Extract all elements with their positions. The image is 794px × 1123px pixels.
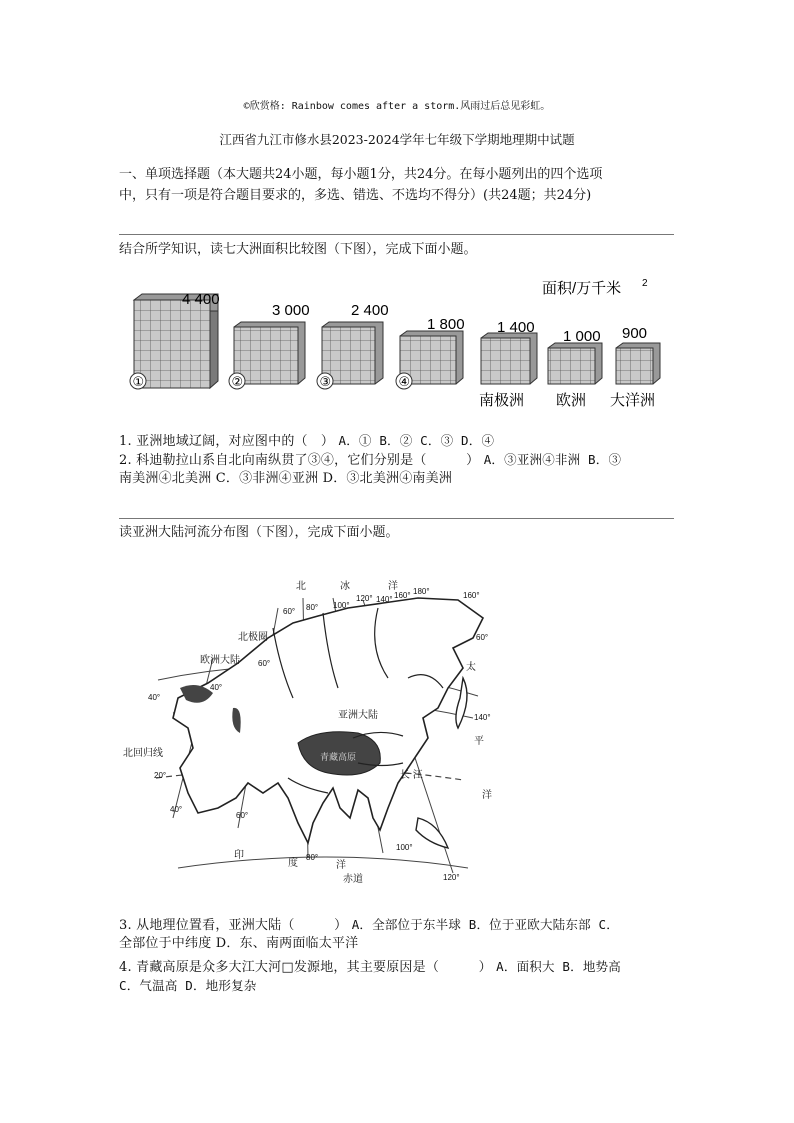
continent-block-1 — [130, 291, 220, 389]
question-4-stem: 4. 青藏高原是众多大江大河□发源地，其主要原因是（ ） — [119, 960, 492, 975]
map-label-europe: 欧洲大陆 — [200, 655, 240, 666]
section-heading-line2: 中，只有一项是符合题目要求的，多选、错选、不选均不得分）(共24题；共24分) — [119, 188, 592, 203]
area-unit-superscript: 2 — [642, 278, 648, 289]
deg-120a: 120° — [356, 594, 373, 603]
question-2-options-2: 南美洲④北美洲 C．③非洲④亚洲 D．③北美洲④南美洲 — [119, 471, 453, 486]
continent-block-oceania-value: 900 — [622, 325, 648, 342]
question-1-options: A．① B．② C．③ D．④ — [338, 433, 495, 448]
continent-block-4-marker: ④ — [398, 374, 411, 389]
question-1-stem: 1. 亚洲地域辽阔，对应图中的（ ） — [119, 434, 335, 449]
map-label-du: 度 — [288, 858, 298, 869]
continent-block-2 — [229, 302, 310, 389]
continent-block-europe — [548, 328, 602, 409]
map-label-bing: 冰 — [340, 581, 350, 592]
map-label-arctic-circle: 北极圈 — [238, 632, 268, 643]
deg-100a: 100° — [333, 601, 350, 610]
map-label-tropic: 北回归线 — [123, 748, 163, 759]
continent-block-2-marker: ② — [231, 374, 244, 389]
continent-block-antarctica-name: 南极洲 — [479, 392, 525, 409]
deg-160a: 160° — [394, 591, 411, 600]
continent-area-figure — [120, 270, 680, 420]
deg-40c: 40° — [170, 805, 183, 814]
deg-60b: 60° — [476, 633, 489, 642]
question-2-stem: 2. 科迪勒拉山系自北向南纵贯了③④，它们分别是（ ） — [119, 453, 480, 468]
deg-60c: 60° — [258, 659, 271, 668]
deg-160b: 160° — [463, 591, 480, 600]
continent-block-1-value: 4 400 — [182, 291, 220, 308]
intro-rivers: 读亚洲大陆河流分布图（下图），完成下面小题。 — [119, 525, 399, 540]
deg-60d: 60° — [236, 811, 249, 820]
map-label-changjiang: 长 江 — [400, 770, 423, 781]
continent-block-3 — [317, 302, 389, 389]
question-2-options-1: A．③亚洲④非洲 B．③ — [483, 452, 622, 467]
question-2 — [119, 451, 679, 488]
map-label-yang: 洋 — [388, 581, 398, 592]
map-label-yang3: 洋 — [336, 860, 346, 871]
continent-block-4 — [396, 316, 465, 389]
divider — [119, 234, 674, 235]
continent-block-europe-name: 欧洲 — [556, 392, 587, 409]
deg-180: 180° — [413, 587, 430, 596]
plateau-label: 青藏高原 — [320, 752, 357, 762]
question-3-options-2: 全部位于中纬度 D．东、南两面临太平洋 — [119, 936, 359, 951]
map-label-north: 北 — [296, 581, 306, 592]
header-note: ©欣赏格: Rainbow comes after a storm.风雨过后总见彩虹。 — [243, 101, 551, 112]
question-4-options-1: A．面积大 B．地势高 — [496, 959, 621, 974]
continent-block-antarctica-value: 1 400 — [497, 319, 535, 336]
deg-20: 20° — [154, 771, 167, 780]
continent-block-oceania — [610, 325, 660, 409]
continent-block-3-marker: ③ — [319, 374, 332, 389]
deg-40a: 40° — [148, 693, 161, 702]
map-label-equator: 赤道 — [343, 874, 363, 885]
continent-block-2-value: 3 000 — [272, 302, 310, 319]
divider-2 — [119, 518, 674, 519]
asia-river-map — [118, 568, 498, 888]
deg-140b: 140° — [474, 713, 491, 722]
question-4 — [119, 958, 679, 995]
continent-block-4-value: 1 800 — [427, 316, 465, 333]
area-unit-label: 面积/万千米 — [542, 280, 622, 297]
question-4-options-2: C．气温高 D．地形复杂 — [119, 978, 257, 993]
map-label-asia: 亚洲大陆 — [338, 710, 378, 721]
question-3-options-1: A．全部位于东半球 B．位于亚欧大陆东部 C． — [351, 917, 619, 932]
deg-100b: 100° — [396, 843, 413, 852]
continent-block-1-marker: ① — [132, 374, 145, 389]
page-title: 江西省九江市修水县2023-2024学年七年级下学期地理期中试题 — [219, 132, 575, 147]
deg-140a: 140° — [376, 595, 393, 604]
deg-80a: 80° — [306, 603, 319, 612]
deg-60a: 60° — [283, 607, 296, 616]
deg-120b: 120° — [443, 873, 460, 882]
continent-block-3-value: 2 400 — [351, 302, 389, 319]
continent-block-europe-value: 1 000 — [563, 328, 601, 345]
question-1 — [119, 432, 679, 451]
intro-continents: 结合所学知识，读七大洲面积比较图（下图），完成下面小题。 — [119, 242, 477, 257]
question-3 — [119, 916, 679, 953]
continent-block-oceania-name: 大洋洲 — [610, 392, 656, 409]
map-label-ping: 平 — [474, 736, 484, 747]
question-3-stem: 3. 从地理位置看，亚洲大陆（ ） — [119, 918, 348, 933]
section-heading-line1: 一、单项选择题（本大题共24小题，每小题1分，共24分。在每小题列出的四个选项 — [119, 167, 603, 182]
map-label-yang2: 洋 — [482, 790, 492, 801]
section-heading — [119, 164, 679, 206]
deg-80b: 80° — [306, 853, 319, 862]
continent-block-antarctica — [479, 319, 537, 409]
deg-40b: 40° — [210, 683, 223, 692]
map-label-yin: 印 — [234, 850, 244, 861]
map-label-tai: 太 — [466, 662, 476, 673]
